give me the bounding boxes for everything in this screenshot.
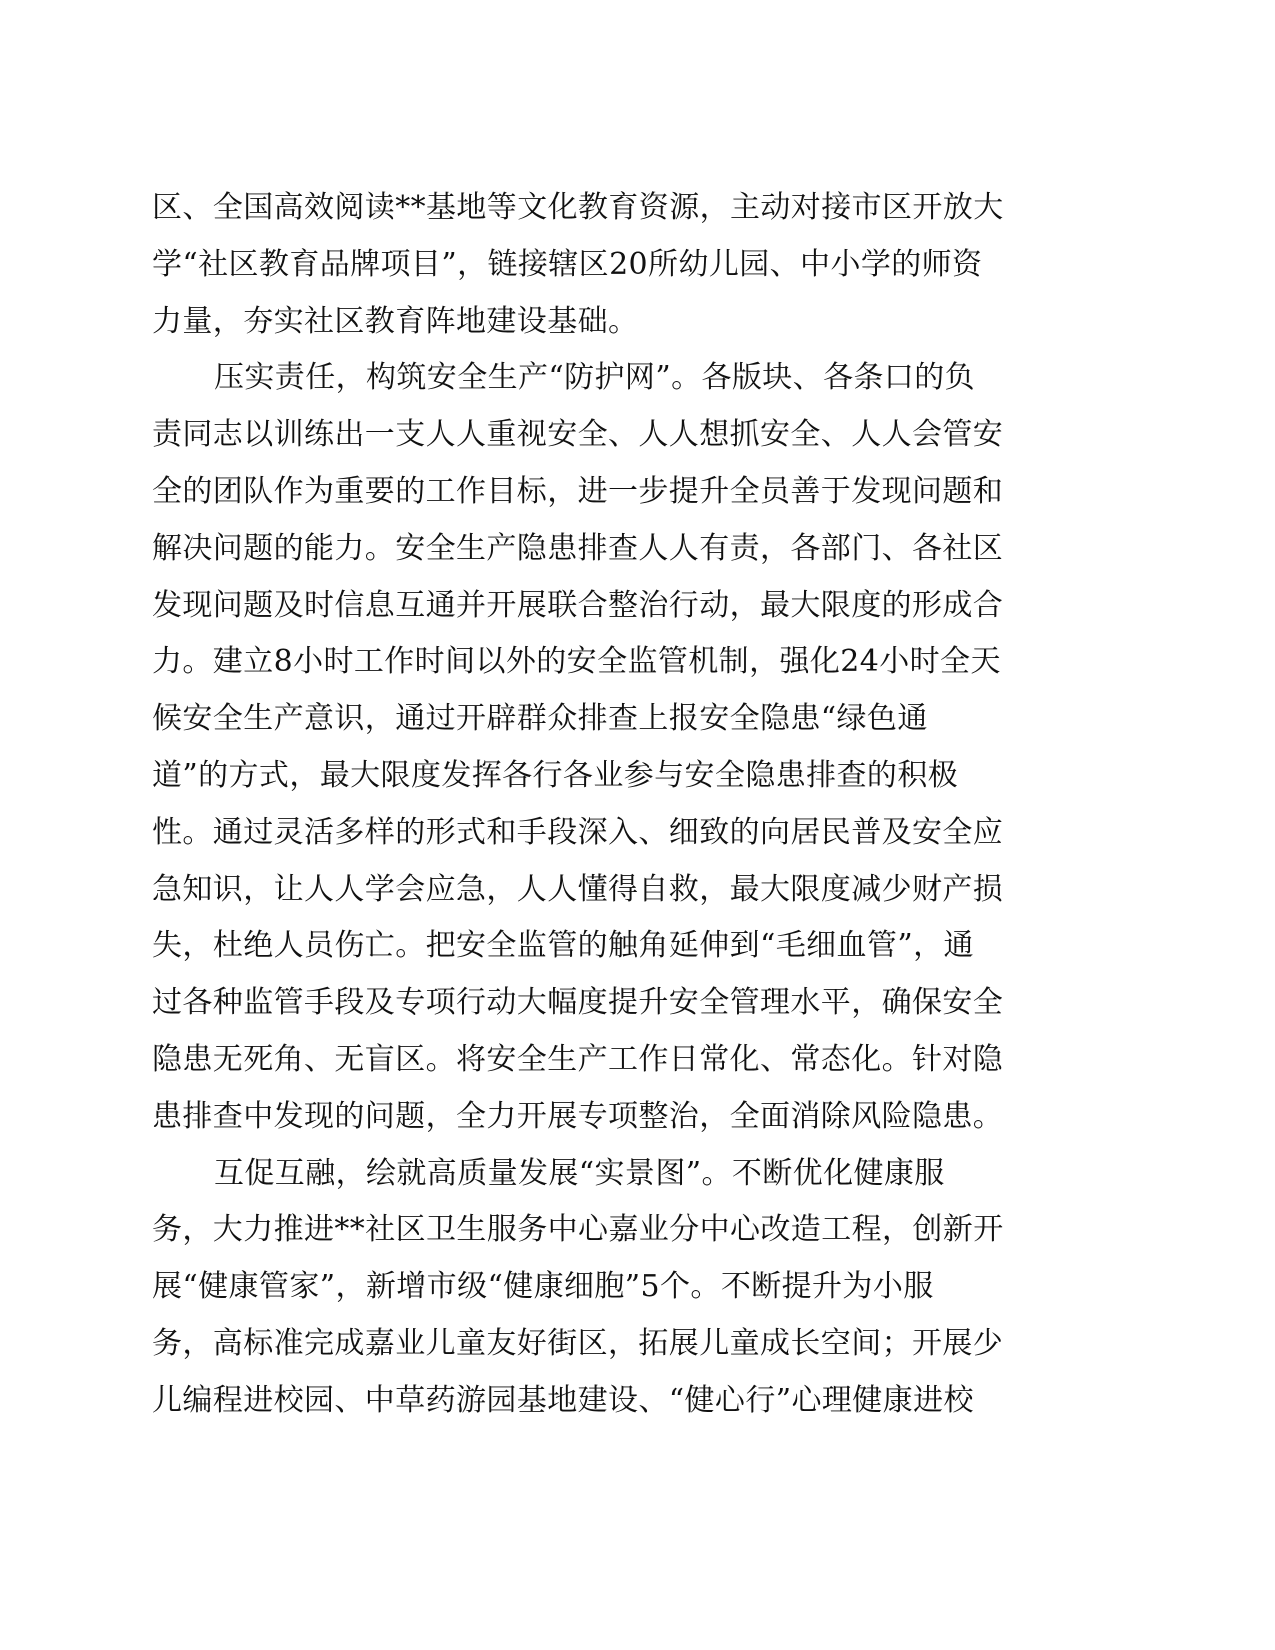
paragraph-start-line: 互促互融，绘就高质量发展“实景图”。不断优化健康服 — [214, 1155, 945, 1191]
text-line: 展“健康管家”，新增市级“健康细胞”5个。不断提升为小服 — [152, 1269, 934, 1305]
text-line: 解决问题的能力。安全生产隐患排查人人有责，各部门、各社区 — [152, 530, 1004, 566]
text-line: 候安全生产意识，通过开辟群众排查上报安全隐患“绿色通 — [152, 701, 928, 737]
paragraph-start-line: 压实责任，构筑安全生产“防护网”。各版块、各条口的负 — [214, 360, 976, 396]
text-line: 道”的方式，最大限度发挥各行各业参与安全隐患排查的积极 — [152, 757, 959, 793]
text-line: 患排查中发现的问题，全力开展专项整治，全面消除风险隐患。 — [152, 1098, 1004, 1134]
text-line: 儿编程进校园、中草药游园基地建设、“健心行”心理健康进校 — [152, 1382, 974, 1418]
body-text — [152, 180, 1052, 1430]
text-line: 力量，夯实社区教育阵地建设基础。 — [152, 303, 639, 339]
text-line: 过各种监管手段及专项行动大幅度提升安全管理水平，确保安全 — [152, 985, 1004, 1021]
text-line: 失，杜绝人员伤亡。把安全监管的触角延伸到“毛细血管”，通 — [152, 928, 974, 964]
text-line: 力。建立8小时工作时间以外的安全监管机制，强化24小时全天 — [152, 644, 1001, 680]
text-line: 全的团队作为重要的工作目标，进一步提升全员善于发现问题和 — [152, 473, 1004, 509]
text-line: 发现问题及时信息互通并开展联合整治行动，最大限度的形成合 — [152, 587, 1004, 623]
text-line: 隐患无死角、无盲区。将安全生产工作日常化、常态化。针对隐 — [152, 1041, 1004, 1077]
text-line: 务，高标准完成嘉业儿童友好街区，拓展儿童成长空间；开展少 — [152, 1325, 1004, 1361]
text-line: 急知识，让人人学会应急，人人懂得自救，最大限度减少财产损 — [152, 871, 1004, 907]
text-line: 性。通过灵活多样的形式和手段深入、细致的向居民普及安全应 — [152, 814, 1004, 850]
text-line: 区、全国高效阅读**基地等文化教育资源，主动对接市区开放大 — [152, 190, 1004, 225]
text-line: 务，大力推进**社区卫生服务中心嘉业分中心改造工程，创新开 — [152, 1212, 1004, 1248]
text-line: 责同志以训练出一支人人重视安全、人人想抓安全、人人会管安 — [152, 417, 1004, 453]
text-line: 学“社区教育品牌项目”，链接辖区20所幼儿园、中小学的师资 — [152, 246, 983, 282]
